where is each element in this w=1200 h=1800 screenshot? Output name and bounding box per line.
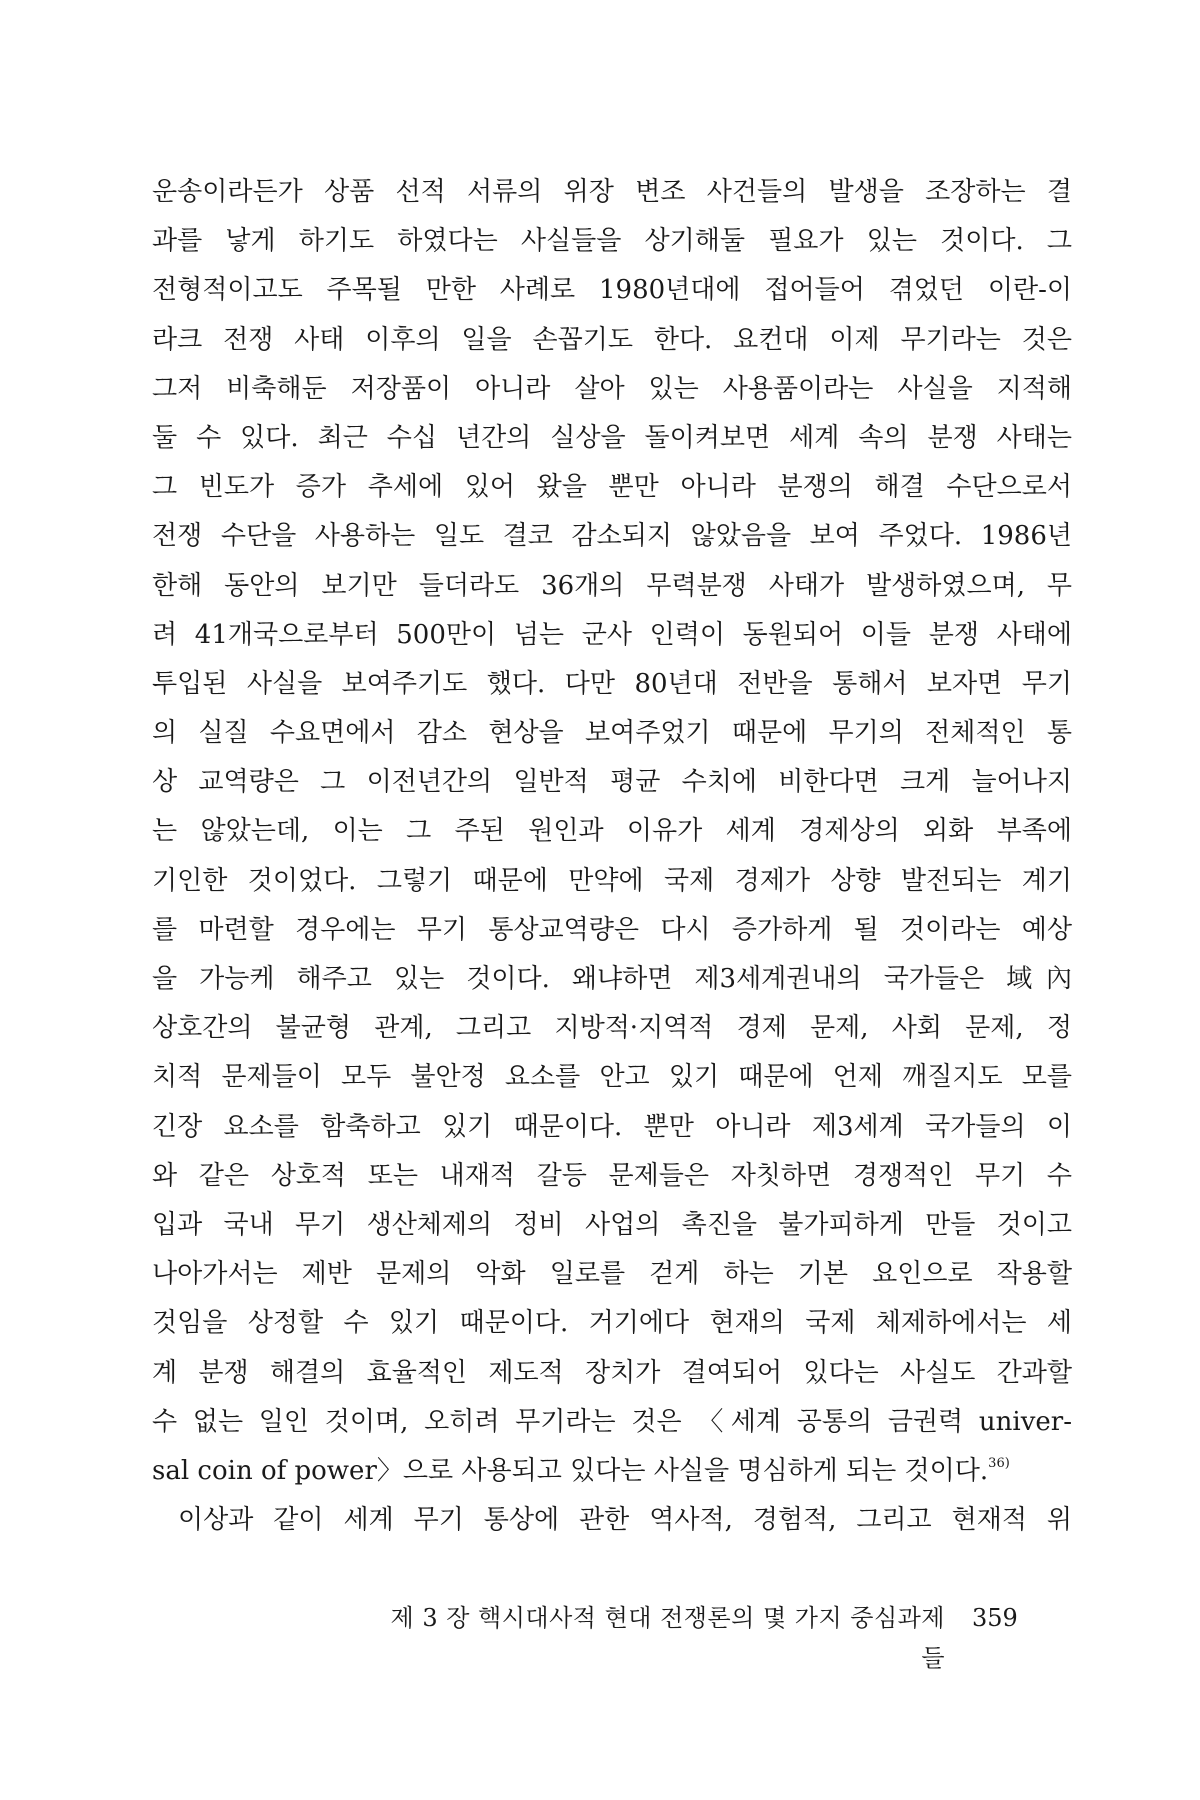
text-line: 한해 동안의 보기만 들더라도 36개의 무력분쟁 사태가 발생하였으며, 무 [152, 570, 1072, 601]
text-line: 와 같은 상호적 또는 내재적 갈등 문제들은 자칫하면 경쟁적인 무기 수 [152, 1160, 1072, 1191]
text-line: 입과 국내 무기 생산체제의 정비 사업의 촉진을 불가피하게 만들 것이고 [152, 1209, 1072, 1240]
text-line: 을 가능케 해주고 있는 것이다. 왜냐하면 제3세계권내의 국가들은 域內 [152, 964, 1072, 994]
text-line: 수 없는 일인 것이며, 오히려 무기라는 것은 〈세계 공통의 금권력 univer- [152, 1406, 1072, 1437]
text-line: 것임을 상정할 수 있기 때문이다. 거기에다 현재의 국제 체제하에서는 세 [152, 1308, 1072, 1339]
text-line: 나아가서는 제반 문제의 악화 일로를 걷게 하는 기본 요인으로 작용할 [152, 1259, 1072, 1290]
text-line: 과를 낳게 하기도 하였다는 사실들을 상기해둘 필요가 있는 것이다. 그 [152, 226, 1072, 257]
text-line: 의 실질 수요면에서 감소 현상을 보여주었기 때문에 무기의 전체적인 통 [152, 718, 1072, 749]
page-footer [0, 1598, 1200, 1672]
text-line: 려 41개국으로부터 500만이 넘는 군사 인력이 동원되어 이들 분쟁 사태에 [152, 619, 1072, 650]
text-line: 를 마련할 경우에는 무기 통상교역량은 다시 증가하게 될 것이라는 예상 [152, 914, 1072, 945]
text-line: 그저 비축해둔 저장품이 아니라 살아 있는 사용품이라는 사실을 지적해 [152, 373, 1072, 404]
text-line: 상호간의 불균형 관계, 그리고 지방적·지역적 경제 문제, 사회 문제, 정 [152, 1013, 1072, 1044]
paragraph-first-line: 이상과 같이 세계 무기 통상에 관한 역사적, 경험적, 그리고 현재적 위 [178, 1505, 1072, 1536]
body-text [152, 168, 1072, 1545]
page-number: 359 [972, 1604, 1018, 1632]
text-line: 상 교역량은 그 이전년간의 일반적 평균 수치에 비한다면 크게 늘어나지 [152, 767, 1072, 798]
text-line: 투입된 사실을 보여주기도 했다. 다만 80년대 전반을 통해서 보자면 무기 [152, 668, 1072, 699]
text-line: sal coin of power〉으로 사용되고 있다는 사실을 명심하게 되는 것이다. [152, 1455, 989, 1486]
text-line: 전형적이고도 주목될 만한 사례로 1980년대에 접어들어 겪었던 이란-이 [152, 275, 1072, 306]
footnote-reference: 36) [988, 1455, 1010, 1471]
text-line: 계 분쟁 해결의 효율적인 제도적 장치가 결여되어 있다는 사실도 간과할 [152, 1357, 1072, 1388]
text-line: 긴장 요소를 함축하고 있기 때문이다. 뿐만 아니라 제3세계 국가들의 이 [152, 1111, 1072, 1142]
running-head: 제 3 장 핵시대사적 현대 전쟁론의 몇 가지 중심과제들 [390, 1604, 945, 1672]
text-line: 라크 전쟁 사태 이후의 일을 손꼽기도 한다. 요컨대 이제 무기라는 것은 [152, 324, 1072, 355]
text-line: 그 빈도가 증가 추세에 있어 왔을 뿐만 아니라 분쟁의 해결 수단으로서 [152, 472, 1072, 503]
text-line: 둘 수 있다. 최근 수십 년간의 실상을 돌이켜보면 세계 속의 분쟁 사태는 [152, 422, 1072, 453]
text-line: 치적 문제들이 모두 불안정 요소를 안고 있기 때문에 언제 깨질지도 모를 [152, 1062, 1072, 1093]
text-line-with-footnote [152, 1447, 1072, 1496]
text-line: 전쟁 수단을 사용하는 일도 결코 감소되지 않았음을 보여 주었다. 1986년 [152, 521, 1072, 552]
text-line: 기인한 것이었다. 그렇기 때문에 만약에 국제 경제가 상향 발전되는 계기 [152, 865, 1072, 896]
text-line: 는 않았는데, 이는 그 주된 원인과 이유가 세계 경제상의 외화 부족에 [152, 816, 1072, 847]
text-line: 운송이라든가 상품 선적 서류의 위장 변조 사건들의 발생을 조장하는 결 [152, 177, 1072, 207]
